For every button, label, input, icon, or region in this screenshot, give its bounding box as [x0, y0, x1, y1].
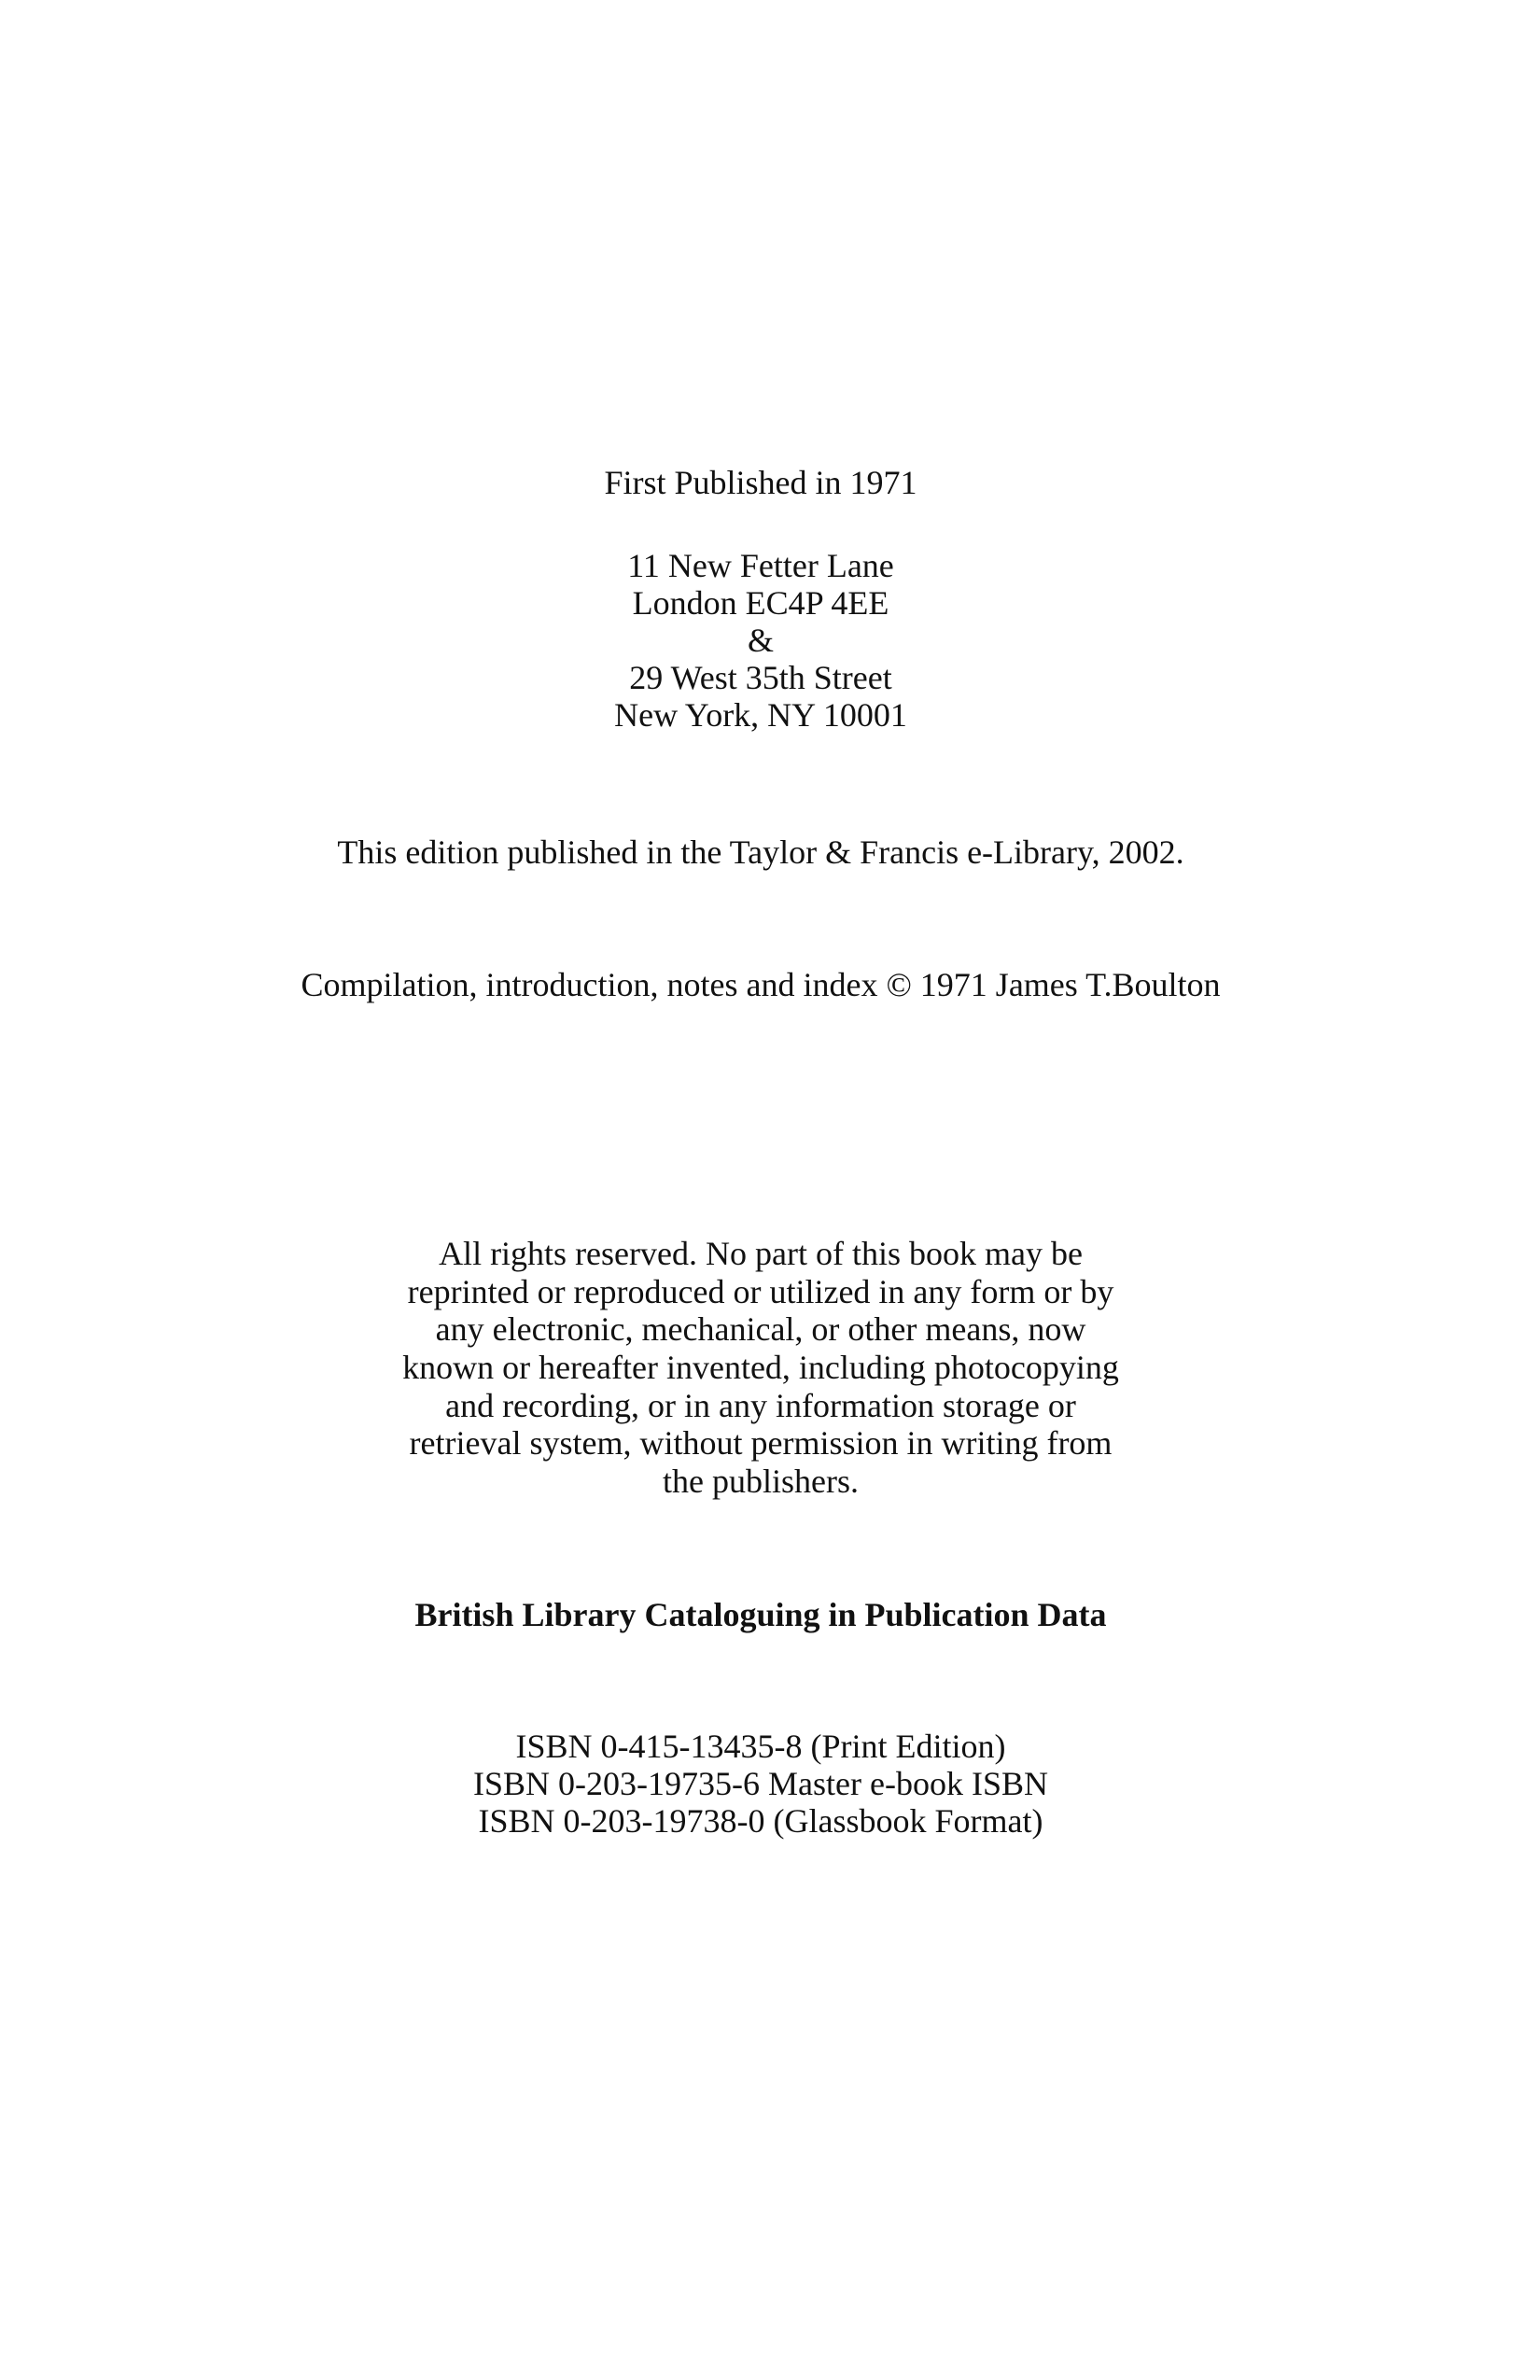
- copyright-line: Compilation, introduction, notes and index © 1971 James T.Boulton: [301, 966, 1221, 1003]
- rights-line: any electronic, mechanical, or other means, now: [435, 1310, 1086, 1349]
- cip-heading: British Library Cataloguing in Publication Data: [414, 1596, 1107, 1633]
- address-line: 29 West 35th Street: [629, 659, 892, 696]
- isbn-line: ISBN 0-203-19738-0 (Glassbook Format): [478, 1802, 1043, 1840]
- isbn-line: ISBN 0-415-13435-8 (Print Edition): [515, 1728, 1006, 1765]
- rights-statement: [0, 1235, 1531, 1501]
- address-line: 11 New Fetter Lane: [627, 547, 894, 584]
- rights-line: and recording, or in any information storage or: [445, 1386, 1076, 1424]
- rights-line: All rights reserved. No part of this book may be: [439, 1235, 1083, 1272]
- isbn-line: ISBN 0-203-19735-6 Master e-book ISBN: [473, 1765, 1048, 1802]
- edition-note: This edition published in the Taylor & Francis e-Library, 2002.: [337, 833, 1184, 871]
- address-line: &: [747, 622, 774, 659]
- isbn-list: [0, 1728, 1531, 1840]
- publisher-addresses: [0, 547, 1531, 734]
- first-published-line: First Published in 1971: [604, 464, 917, 501]
- rights-line: the publishers.: [663, 1463, 859, 1501]
- rights-line: reprinted or reproduced or utilized in any form or by: [407, 1272, 1114, 1310]
- rights-line: known or hereafter invented, including photocopying: [402, 1349, 1119, 1387]
- address-line: London EC4P 4EE: [632, 584, 889, 622]
- rights-line: retrieval system, without permission in writing from: [409, 1424, 1113, 1463]
- address-line: New York, NY 10001: [614, 696, 907, 734]
